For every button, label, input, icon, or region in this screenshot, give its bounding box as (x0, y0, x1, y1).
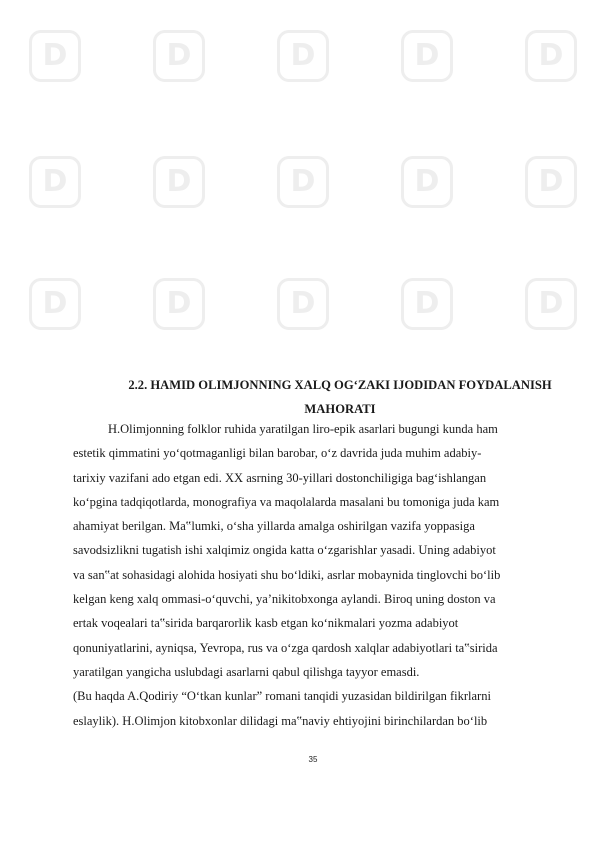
watermark-layer (0, 0, 595, 360)
text-line: ahamiyat berilgan. Ma‟lumki, o‘sha yillarda amalga oshirilgan vazifa yoppasiga (73, 519, 475, 534)
docx-logo-icon: D (401, 156, 453, 208)
page-number: 35 (308, 755, 318, 764)
docx-logo-icon: D (153, 156, 205, 208)
docx-logo-icon: D (525, 30, 577, 82)
section-heading (70, 373, 590, 421)
text-line: savodsizlikni tugatish ishi xalqimiz ongida katta o‘zgarishlar yasadi. Uning adabiyot (73, 543, 496, 558)
heading-line-2: MAHORATI (304, 402, 376, 416)
docx-logo-icon: D (525, 278, 577, 330)
text-line: estetik qimmatini yo‘qotmaganligi bilan barobar, o‘z davrida juda muhim adabiy- (73, 446, 482, 461)
docx-logo-icon: D (153, 278, 205, 330)
docx-logo-icon: D (277, 278, 329, 330)
text-line: va san‟at sohasidagi alohida hosiyati shu bo‘ldiki, asrlar mobaynida tinglovchi bo‘lib (73, 567, 501, 582)
text-line: (Bu haqda A.Qodiriy “O‘tkan kunlar” romani tanqidi yuzasidan bildirilgan fikrlarni (73, 689, 491, 704)
text-line: eslaylik). H.Olimjon kitobxonlar dilidagi ma‟naviy ehtiyojini birinchilardan bo‘lib (73, 713, 488, 728)
docx-logo-icon: D (525, 156, 577, 208)
docx-logo-icon: D (277, 156, 329, 208)
docx-logo-icon: D (29, 278, 81, 330)
text-line: H.Olimjonning folklor ruhida yaratilgan liro-epik asarlari bugungi kunda ham (108, 422, 498, 436)
docx-logo-icon: D (29, 156, 81, 208)
docx-logo-icon: D (401, 30, 453, 82)
text-line: qonuniyatlarini, ayniqsa, Yevropa, rus va o‘zga qardosh xalqlar adabiyotlari ta‟sirida (73, 640, 498, 655)
text-line: tarixiy vazifani ado etgan edi. XX asrning 30-yillari dostonchiligiga bag‘ishlangan (73, 470, 487, 485)
docx-logo-icon: D (153, 30, 205, 82)
heading-line-1: 2.2. HAMID OLIMJONNING XALQ OG‘ZAKI IJODIDAN FOYDALANISH (128, 378, 552, 392)
docx-logo-icon: D (277, 30, 329, 82)
body-paragraph (73, 417, 553, 733)
text-line: yaratilgan yangicha uslubdagi asarlarni qabul qilishga tayyor emasdi. (73, 664, 420, 679)
text-line: ertak voqealari ta‟sirida barqarorlik kasb etgan ko‘nikmalari yozma adabiyot (73, 616, 459, 631)
text-line: ko‘pgina tadqiqotlarda, monografiya va maqolalarda masalani bu tomoniga juda kam (73, 494, 500, 509)
text-line: kelgan keng xalq ommasi-o‘quvchi, ya’nikitobxonga aylandi. Biroq uning doston va (73, 592, 496, 607)
docx-logo-icon: D (29, 30, 81, 82)
docx-logo-icon: D (401, 278, 453, 330)
